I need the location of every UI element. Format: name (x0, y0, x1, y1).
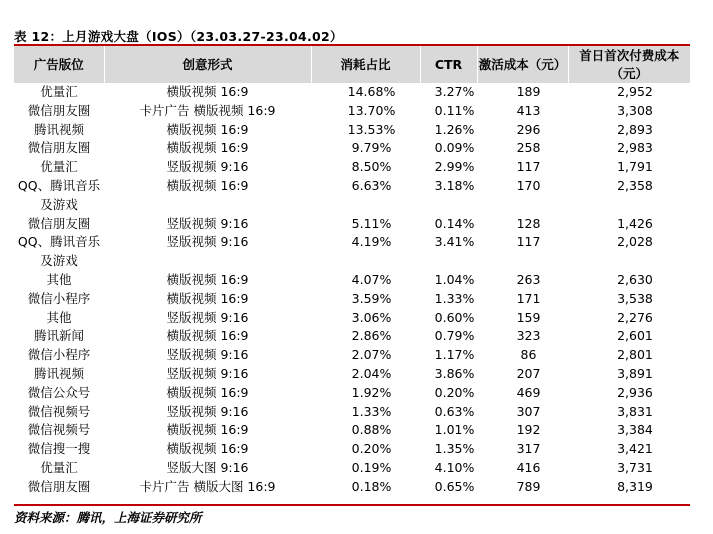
creative-format-cell: 横版视频 16:9 (166, 84, 249, 99)
spend-share-cell: 0.88% (351, 422, 392, 438)
ctr-cell: 0.11% (434, 102, 475, 118)
table-row (14, 384, 690, 403)
activation-cost-cell: 117 (516, 234, 541, 250)
activation-cost-cell: 117 (516, 159, 541, 175)
placement-cell: 优量汇 (40, 84, 78, 99)
creative-format-cell: 竖版视频 9:16 (166, 365, 249, 381)
first-pay-cost-cell: 2,801 (617, 347, 653, 363)
table-row (14, 290, 690, 309)
creative-format-cell: 横版视频 16:9 (166, 121, 249, 137)
first-pay-cost-cell: 3,421 (617, 441, 653, 457)
ctr-cell: 4.10% (434, 459, 475, 475)
ctr-cell: 0.79% (434, 328, 475, 344)
header-creative-format: 创意形式 (104, 46, 311, 83)
activation-cost-cell: 296 (516, 121, 541, 137)
creative-format-cell: 竖版视频 9:16 (166, 215, 249, 231)
table-row (14, 478, 690, 497)
ctr-cell: 0.60% (434, 309, 475, 325)
activation-cost-cell: 413 (516, 102, 541, 118)
ctr-cell: 3.41% (434, 234, 475, 250)
first-pay-cost-cell: 2,358 (617, 177, 653, 193)
activation-cost-cell: 323 (516, 328, 541, 344)
activation-cost-cell: 263 (516, 271, 541, 287)
activation-cost-cell: 159 (516, 309, 541, 325)
creative-format-cell: 横版视频 16:9 (166, 422, 249, 438)
first-pay-cost-cell: 3,308 (617, 102, 653, 118)
activation-cost-cell: 317 (516, 441, 541, 457)
placement-cell: 其他 (46, 271, 72, 287)
header-activation-cost: 激活成本（元） (477, 46, 568, 83)
header-row (14, 46, 690, 83)
spend-share-cell: 1.33% (351, 403, 392, 419)
table-row (14, 309, 690, 328)
table-row (14, 177, 690, 215)
first-pay-cost-cell: 2,936 (617, 384, 653, 400)
ctr-cell: 1.17% (434, 347, 475, 363)
placement-cell: 微信小程序 (27, 290, 91, 306)
placement-cell: 优量汇 (40, 159, 78, 175)
activation-cost-cell: 86 (520, 347, 537, 363)
spend-share-cell: 3.59% (351, 290, 392, 306)
spend-share-cell: 6.63% (351, 177, 392, 193)
ctr-cell: 0.20% (434, 384, 475, 400)
table-row (14, 421, 690, 440)
placement-cell: 腾讯视频 (33, 121, 84, 137)
creative-format-cell: 横版视频 16:9 (166, 384, 249, 400)
placement-cell: 微信朋友圈 (27, 102, 91, 118)
table-row (14, 139, 690, 158)
activation-cost-cell: 307 (516, 403, 541, 419)
header-spend-share: 消耗占比 (311, 46, 420, 83)
activation-cost-cell: 171 (516, 290, 541, 306)
table-row (14, 233, 690, 271)
ctr-cell: 1.01% (434, 422, 475, 438)
creative-format-cell: 横版视频 16:9 (166, 177, 249, 193)
placement-cell: 腾讯视频 (33, 365, 84, 381)
first-pay-cost-cell: 1,426 (617, 215, 653, 231)
creative-format-cell: 横版视频 16:9 (166, 271, 249, 287)
creative-format-cell: 竖版视频 9:16 (166, 309, 249, 325)
table-row (14, 440, 690, 459)
table-row (14, 346, 690, 365)
spend-share-cell: 3.06% (351, 309, 392, 325)
placement-cell: 优量汇 (40, 459, 78, 475)
first-pay-cost-cell: 8,319 (617, 478, 653, 494)
ctr-cell: 1.35% (434, 441, 475, 457)
placement-cell: 腾讯新闻 (33, 328, 84, 344)
first-pay-cost-cell: 1,791 (617, 159, 653, 175)
spend-share-cell: 13.53% (347, 121, 396, 137)
activation-cost-cell: 170 (516, 177, 541, 193)
table-title: 表 12：上月游戏大盘（IOS）（23.03.27-23.04.02） (14, 29, 343, 44)
spend-share-cell: 4.19% (351, 234, 392, 250)
spend-share-cell: 2.07% (351, 347, 392, 363)
first-pay-cost-cell: 3,891 (617, 365, 653, 381)
creative-format-cell: 竖版大图 9:16 (166, 459, 249, 475)
placement-cell: 微信搜一搜 (27, 441, 91, 457)
ctr-cell: 1.26% (434, 121, 475, 137)
ctr-cell: 1.33% (434, 290, 475, 306)
first-pay-cost-cell: 3,831 (617, 403, 653, 419)
creative-format-cell: 横版视频 16:9 (166, 290, 249, 306)
activation-cost-cell: 189 (516, 84, 541, 99)
spend-share-cell: 8.50% (351, 159, 392, 175)
table-row (14, 102, 690, 121)
creative-format-cell: 横版视频 16:9 (166, 328, 249, 344)
spend-share-cell: 5.11% (351, 215, 392, 231)
spend-share-cell: 2.04% (351, 365, 392, 381)
spend-share-cell: 14.68% (347, 84, 396, 99)
table-row (14, 459, 690, 478)
placement-cell: 微信朋友圈 (27, 478, 91, 494)
source-note: 资料来源：腾讯，上海证券研究所 (14, 510, 202, 525)
creative-format-cell: 卡片广告 横版大图 16:9 (139, 478, 276, 494)
spend-share-cell: 2.86% (351, 328, 392, 344)
first-pay-cost-cell: 3,384 (617, 422, 653, 438)
first-pay-cost-cell: 2,952 (617, 84, 653, 99)
ctr-cell: 0.65% (434, 478, 475, 494)
table-row (14, 158, 690, 177)
ctr-cell: 0.09% (434, 140, 475, 156)
ad-placement-table (14, 46, 690, 497)
spend-share-cell: 1.92% (351, 384, 392, 400)
ctr-cell: 2.99% (434, 159, 475, 175)
header-ctr: CTR (420, 46, 477, 83)
table-row (14, 327, 690, 346)
first-pay-cost-cell: 2,601 (617, 328, 653, 344)
header-first-pay-cost: 首日首次付费成本（元） (568, 46, 690, 83)
spend-share-cell: 4.07% (351, 271, 392, 287)
spend-share-cell: 0.18% (351, 478, 392, 494)
creative-format-cell: 卡片广告 横版视频 16:9 (139, 102, 276, 118)
activation-cost-cell: 207 (516, 365, 541, 381)
first-pay-cost-cell: 2,276 (617, 309, 653, 325)
placement-cell: QQ、腾讯音乐及游戏 (17, 234, 101, 269)
activation-cost-cell: 258 (516, 140, 541, 156)
ctr-cell: 3.18% (434, 177, 475, 193)
spend-share-cell: 13.70% (347, 102, 396, 118)
ctr-cell: 0.14% (434, 215, 475, 231)
placement-cell: 微信视频号 (27, 403, 91, 419)
ctr-cell: 3.27% (434, 84, 475, 99)
table-row (14, 215, 690, 234)
bottom-rule (14, 504, 690, 506)
table-row (14, 83, 690, 102)
ctr-cell: 3.86% (434, 365, 475, 381)
creative-format-cell: 竖版视频 9:16 (166, 159, 249, 175)
first-pay-cost-cell: 2,028 (617, 234, 653, 250)
activation-cost-cell: 192 (516, 422, 541, 438)
first-pay-cost-cell: 3,538 (617, 290, 653, 306)
placement-cell: 微信小程序 (27, 347, 91, 363)
creative-format-cell: 横版视频 16:9 (166, 140, 249, 156)
creative-format-cell: 竖版视频 9:16 (166, 347, 249, 363)
placement-cell: QQ、腾讯音乐及游戏 (17, 177, 101, 212)
placement-cell: 其他 (46, 309, 72, 325)
creative-format-cell: 竖版视频 9:16 (166, 403, 249, 419)
placement-cell: 微信视频号 (27, 422, 91, 438)
placement-cell: 微信公众号 (27, 384, 91, 400)
table-row (14, 271, 690, 290)
creative-format-cell: 横版视频 16:9 (166, 441, 249, 457)
table-row (14, 365, 690, 384)
placement-cell: 微信朋友圈 (27, 140, 91, 156)
ctr-cell: 1.04% (434, 271, 475, 287)
header-placement: 广告版位 (14, 46, 104, 83)
first-pay-cost-cell: 3,731 (617, 459, 653, 475)
activation-cost-cell: 789 (516, 478, 541, 494)
spend-share-cell: 9.79% (351, 140, 392, 156)
activation-cost-cell: 469 (516, 384, 541, 400)
table-row (14, 121, 690, 140)
creative-format-cell: 竖版视频 9:16 (166, 234, 249, 250)
activation-cost-cell: 416 (516, 459, 541, 475)
first-pay-cost-cell: 2,983 (617, 140, 653, 156)
spend-share-cell: 0.20% (351, 441, 392, 457)
placement-cell: 微信朋友圈 (27, 215, 91, 231)
activation-cost-cell: 128 (516, 215, 541, 231)
first-pay-cost-cell: 2,893 (617, 121, 653, 137)
ctr-cell: 0.63% (434, 403, 475, 419)
table-row (14, 403, 690, 422)
first-pay-cost-cell: 2,630 (617, 271, 653, 287)
spend-share-cell: 0.19% (351, 459, 392, 475)
